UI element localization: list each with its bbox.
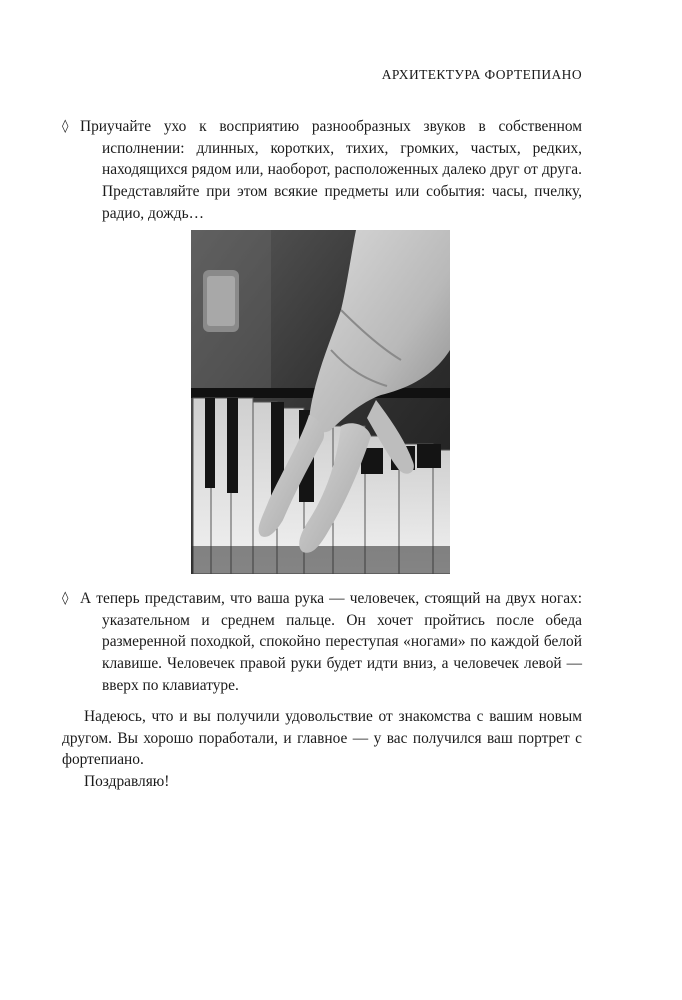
- bullet-item: [62, 116, 582, 225]
- body-paragraph: Надеюсь, что и вы получили удовольствие от знакомства с вашим новым другом. Вы хорошо поработали, и главное — у вас получился ваш портрет с фортепиано.: [62, 708, 582, 769]
- photo-illustration: [191, 230, 450, 574]
- bullet-text: Приучайте ухо к восприятию разнообразных звуков в собственном исполнении: длинных, коротких, тихих, громких, частых, редких, находящихся рядом или, наоборот, расположенных далеко друг от друга. Представляйте при этом всякие предметы или события: часы, пчелку, радио, дождь…: [80, 118, 582, 222]
- bullet-item: [62, 588, 582, 697]
- diamond-bullet-icon: ◊: [62, 591, 69, 606]
- piano-hand-photo: [191, 230, 450, 574]
- diamond-bullet-icon: ◊: [62, 119, 69, 134]
- running-head: АРХИТЕКТУРА ФОРТЕПИАНО: [381, 67, 582, 82]
- body-paragraph: Поздравляю!: [84, 773, 170, 790]
- bullet-text: А теперь представим, что ваша рука — человечек, стоящий на двух ногах: указательном и среднем пальце. Он хочет пройтись после обеда размеренной походкой, спокойно переступая «ногами» по каждой белой клавише. Человечек правой руки будет идти вниз, а человечек левой — вверх по клавиатуре.: [80, 590, 582, 694]
